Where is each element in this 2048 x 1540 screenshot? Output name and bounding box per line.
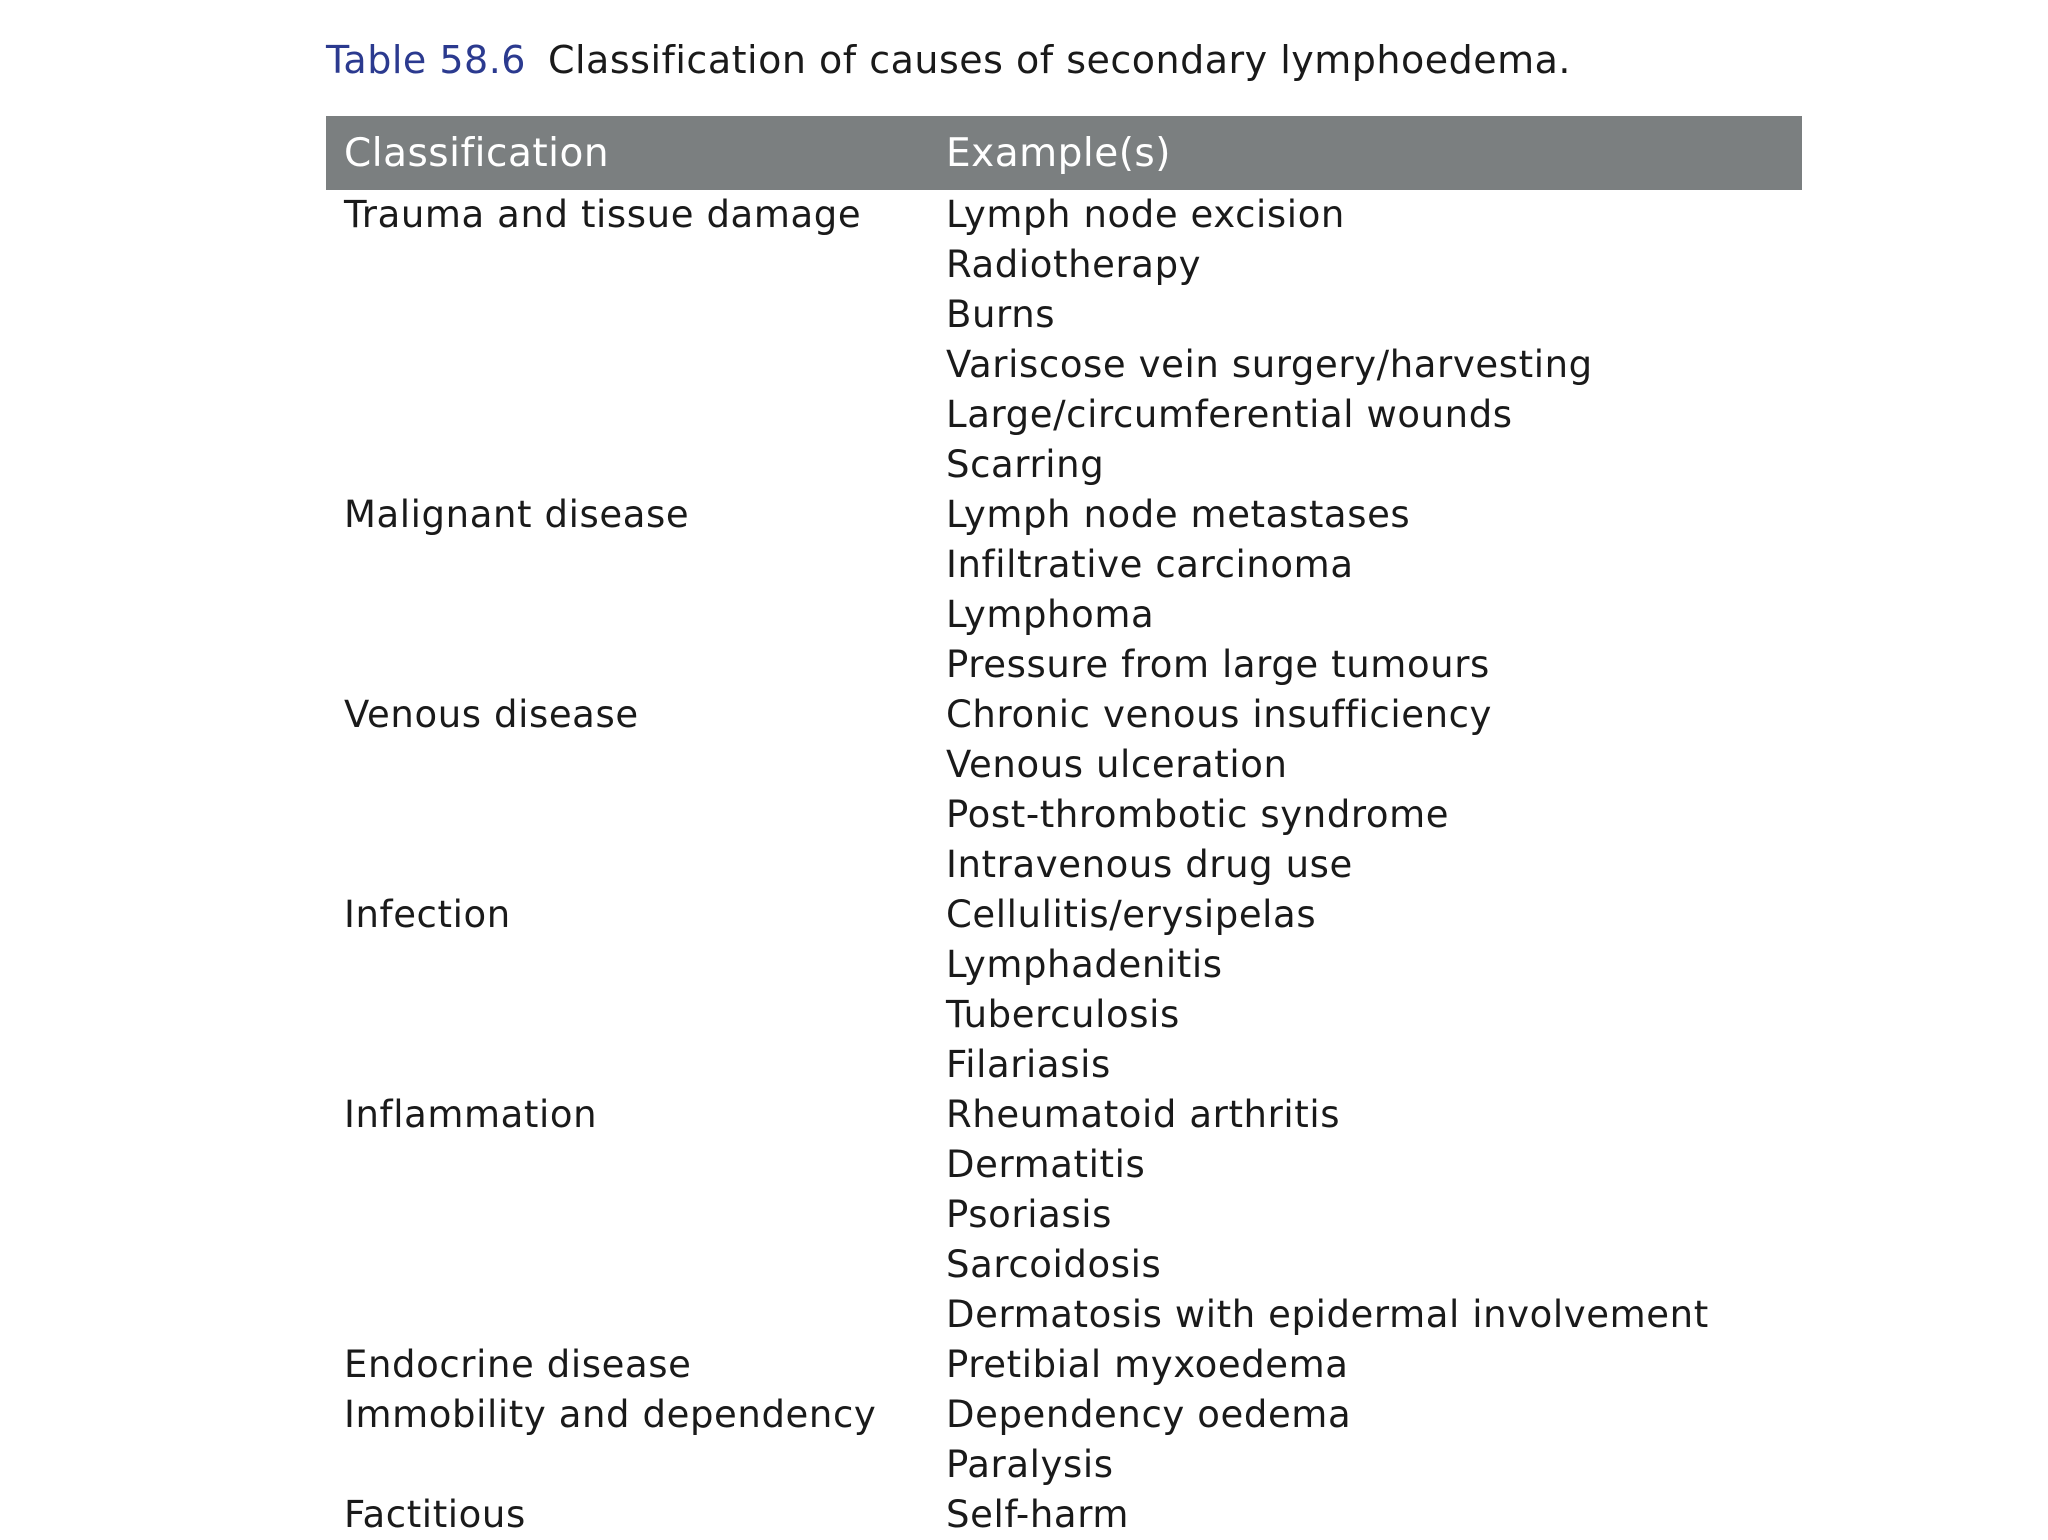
example-item: Cellulitis/erysipelas	[946, 893, 1317, 936]
examples-cell	[946, 490, 1802, 690]
example-item: Psoriasis	[946, 1193, 1112, 1236]
example-item: Filariasis	[946, 1043, 1111, 1086]
table-row	[326, 1490, 1802, 1540]
example-item: Rheumatoid arthritis	[946, 1093, 1341, 1136]
classification-table	[326, 116, 1802, 1540]
table-row	[326, 690, 1802, 890]
example-item: Dermatitis	[946, 1143, 1146, 1186]
header-examples: Example(s)	[946, 130, 1171, 176]
classification-cell: Inflammation	[344, 1093, 598, 1136]
example-item: Self-harm	[946, 1493, 1130, 1536]
example-item: Sarcoidosis	[946, 1243, 1162, 1286]
example-item: Paralysis	[946, 1443, 1114, 1486]
example-item: Intravenous drug use	[946, 843, 1353, 886]
example-item: Pretibial myxoedema	[946, 1343, 1349, 1386]
example-item: Variscose vein surgery/harvesting	[946, 343, 1593, 386]
table-title: Classification of causes of secondary lymphoedema.	[547, 38, 1571, 82]
table-caption	[326, 38, 1571, 82]
example-item: Dermatosis with epidermal involvement	[946, 1293, 1709, 1336]
classification-cell: Factitious	[344, 1493, 526, 1536]
classification-cell: Trauma and tissue damage	[344, 193, 862, 236]
table-row	[326, 1090, 1802, 1340]
example-item: Large/circumferential wounds	[946, 393, 1513, 436]
example-item: Lymphoma	[946, 593, 1155, 636]
classification-cell: Endocrine disease	[344, 1343, 692, 1386]
table-row	[326, 1390, 1802, 1490]
examples-cell	[946, 1490, 1802, 1540]
example-item: Chronic venous insufficiency	[946, 693, 1493, 736]
examples-cell	[946, 1090, 1802, 1340]
table-header-row	[326, 116, 1802, 190]
examples-cell	[946, 1340, 1802, 1390]
example-item: Lymph node excision	[946, 193, 1345, 236]
table-number: Table 58.6	[326, 38, 526, 82]
examples-cell	[946, 690, 1802, 890]
header-classification: Classification	[344, 130, 610, 176]
examples-cell	[946, 190, 1802, 490]
classification-cell: Venous disease	[344, 693, 639, 736]
example-item: Lymphadenitis	[946, 943, 1223, 986]
example-item: Lymph node metastases	[946, 493, 1411, 536]
table-row	[326, 190, 1802, 490]
table-row	[326, 1340, 1802, 1390]
table-body	[326, 190, 1802, 1540]
example-item: Post-thrombotic syndrome	[946, 793, 1450, 836]
example-item: Infiltrative carcinoma	[946, 543, 1354, 586]
example-item: Tuberculosis	[946, 993, 1180, 1036]
example-item: Pressure from large tumours	[946, 643, 1490, 686]
examples-cell	[946, 890, 1802, 1090]
example-item: Burns	[946, 293, 1056, 336]
classification-cell: Immobility and dependency	[344, 1393, 877, 1436]
examples-cell	[946, 1390, 1802, 1490]
example-item: Scarring	[946, 443, 1105, 486]
classification-cell: Infection	[344, 893, 511, 936]
example-item: Dependency oedema	[946, 1393, 1352, 1436]
example-item: Venous ulceration	[946, 743, 1288, 786]
classification-cell: Malignant disease	[344, 493, 690, 536]
example-item: Radiotherapy	[946, 243, 1202, 286]
table-row	[326, 890, 1802, 1090]
table-row	[326, 490, 1802, 690]
